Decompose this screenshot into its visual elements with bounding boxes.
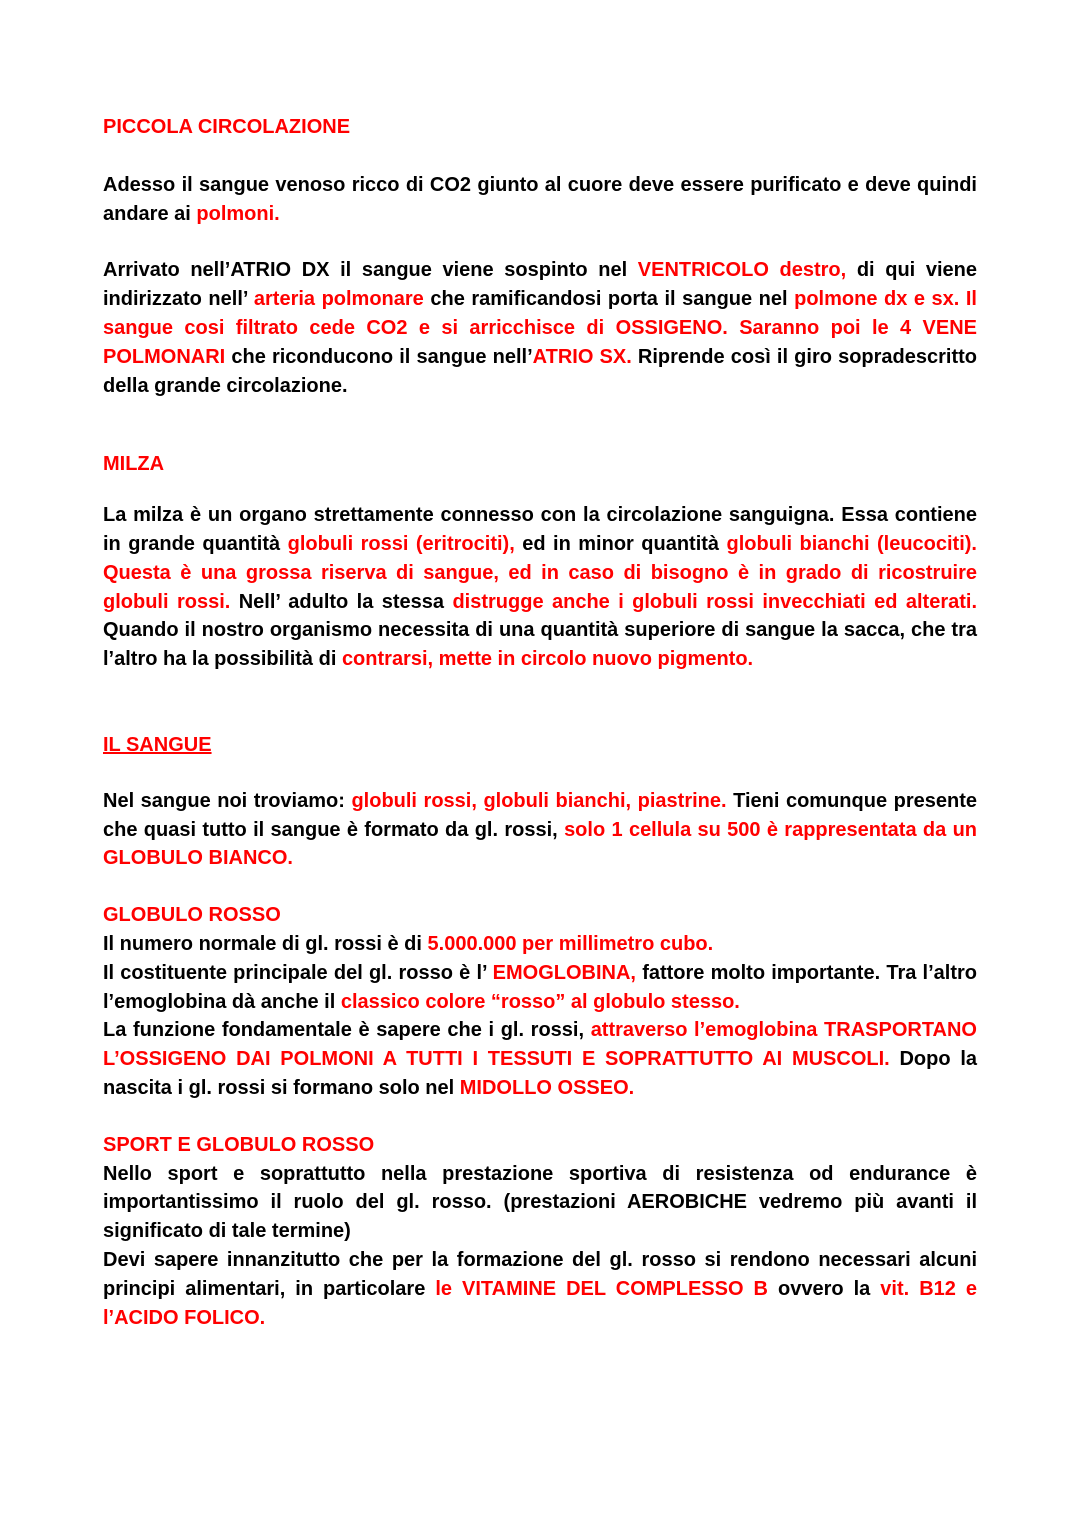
body-text: La milza è un organo strettamente connesso con la circolazione sanguigna. Essa contiene in grande quantità (103, 504, 977, 555)
heading-globulo-rosso: GLOBULO ROSSO (103, 904, 281, 927)
body-text: che riconducono il sangue nell’ (225, 345, 533, 368)
highlighted-text: solo 1 cellula su 500 è rappresentata da un GLOBULO BIANCO. (103, 818, 977, 870)
highlighted-text: globuli rossi, globuli bianchi, piastrine. (351, 789, 727, 812)
highlighted-text: MIDOLLO OSSEO. (459, 1076, 635, 1099)
highlighted-text: arteria polmonare (253, 288, 424, 311)
body-text: che ramificandosi porta il sangue nel (423, 288, 795, 311)
paragraph-piccola-percorso (103, 256, 977, 400)
highlighted-text: EMOGLOBINA, (492, 961, 636, 984)
highlighted-text: le VITAMINE DEL COMPLESSO B (435, 1277, 768, 1300)
body-text: Arrivato nell’ATRIO DX il sangue viene sospinto nel (103, 259, 638, 282)
paragraph-globulo-numero (103, 930, 977, 959)
highlighted-text: classico colore “rosso” al globulo stesso. (340, 990, 740, 1013)
paragraph-milza (103, 501, 977, 674)
body-text: Il numero normale di gl. rossi è di (103, 932, 428, 955)
paragraph-sport-vitamine (103, 1246, 977, 1332)
paragraph-sport-resistenza (103, 1160, 977, 1246)
body-text: Tieni comunque presente che quasi tutto il sangue è formato da gl. rossi, (103, 789, 977, 841)
body-text: Dopo la nascita i gl. rossi si formano solo nel (103, 1048, 977, 1099)
body-text: La funzione fondamentale è sapere che i gl. rossi, (103, 1019, 591, 1042)
body-text: Nello sport e soprattutto nella prestazione sportiva di resistenza od endurance è importantissimo il ruolo del gl. rosso. (prestazioni AEROBICHE vedremo più avanti il significato di tale termine) (103, 1162, 977, 1243)
highlighted-text: vit. B12 e l’ACIDO FOLICO. (103, 1277, 978, 1329)
body-text: Riprende così il giro sopradescritto della grande circolazione. (103, 345, 978, 397)
highlighted-text: attraverso l’emoglobina TRASPORTANO L’OSSIGENO DAI POLMONI A TUTTI I TESSUTI E SOPRATTUTTO AI MUSCOLI. (103, 1019, 977, 1071)
paragraph-globulo-funzione (103, 1016, 977, 1102)
document-page (103, 113, 977, 1332)
body-text: Devi sapere innanzitutto che per la formazione del gl. rosso si rendono necessari alcuni principi alimentari, in particolare (103, 1248, 977, 1300)
highlighted-text: globuli rossi (eritrociti), (287, 532, 515, 555)
highlighted-text: contrarsi, mette in circolo nuovo pigmento. (341, 648, 754, 671)
heading-piccola-circolazione: PICCOLA CIRCOLAZIONE (103, 116, 351, 138)
paragraph-il-sangue (103, 787, 977, 873)
highlighted-text: VENTRICOLO destro, (637, 259, 847, 282)
body-text: Nel sangue noi troviamo: (103, 789, 352, 812)
highlighted-text: ATRIO SX. (532, 345, 632, 368)
body-text: Adesso il sangue venoso ricco di CO2 giunto al cuore deve essere purificato e deve quindi andare ai (103, 173, 977, 225)
heading-il-sangue: IL SANGUE (103, 733, 212, 756)
heading-milza: MILZA (103, 453, 165, 476)
paragraph-globulo-emoglobina (103, 959, 977, 1017)
body-text: di qui viene indirizzato nell’ (103, 259, 978, 311)
paragraph-piccola-intro (103, 171, 977, 229)
heading-sport-globulo-rosso: SPORT E GLOBULO ROSSO (103, 1133, 375, 1156)
body-text: fattore molto importante. Tra l’altro l’emoglobina dà anche il (103, 961, 978, 1013)
body-text: Il costituente principale del gl. rosso è l’ (103, 961, 493, 984)
body-text: Quando il nostro organismo necessita di una quantità superiore di sangue la sacca, che tra l’altro ha la possibilità di (103, 619, 977, 671)
body-text: ed in minor quantità (514, 532, 727, 555)
highlighted-text: polmoni. (196, 202, 280, 225)
body-text: ovvero la (768, 1277, 881, 1300)
highlighted-text: globuli bianchi (leucociti). Questa è una grossa riserva di sangue, ed in caso di bisogno è in grado di ricostruire globuli rossi. (103, 532, 977, 613)
highlighted-text: 5.000.000 per millimetro cubo. (427, 932, 714, 955)
highlighted-text: distrugge anche i globuli rossi invecchiati ed alterati. (452, 590, 977, 613)
body-text: Nell’ adulto la stessa (230, 590, 453, 613)
highlighted-text: polmone dx e sx. Il sangue cosi filtrato cede CO2 e si arricchisce di OSSIGENO. Saranno poi le 4 VENE POLMONARI (103, 288, 977, 368)
